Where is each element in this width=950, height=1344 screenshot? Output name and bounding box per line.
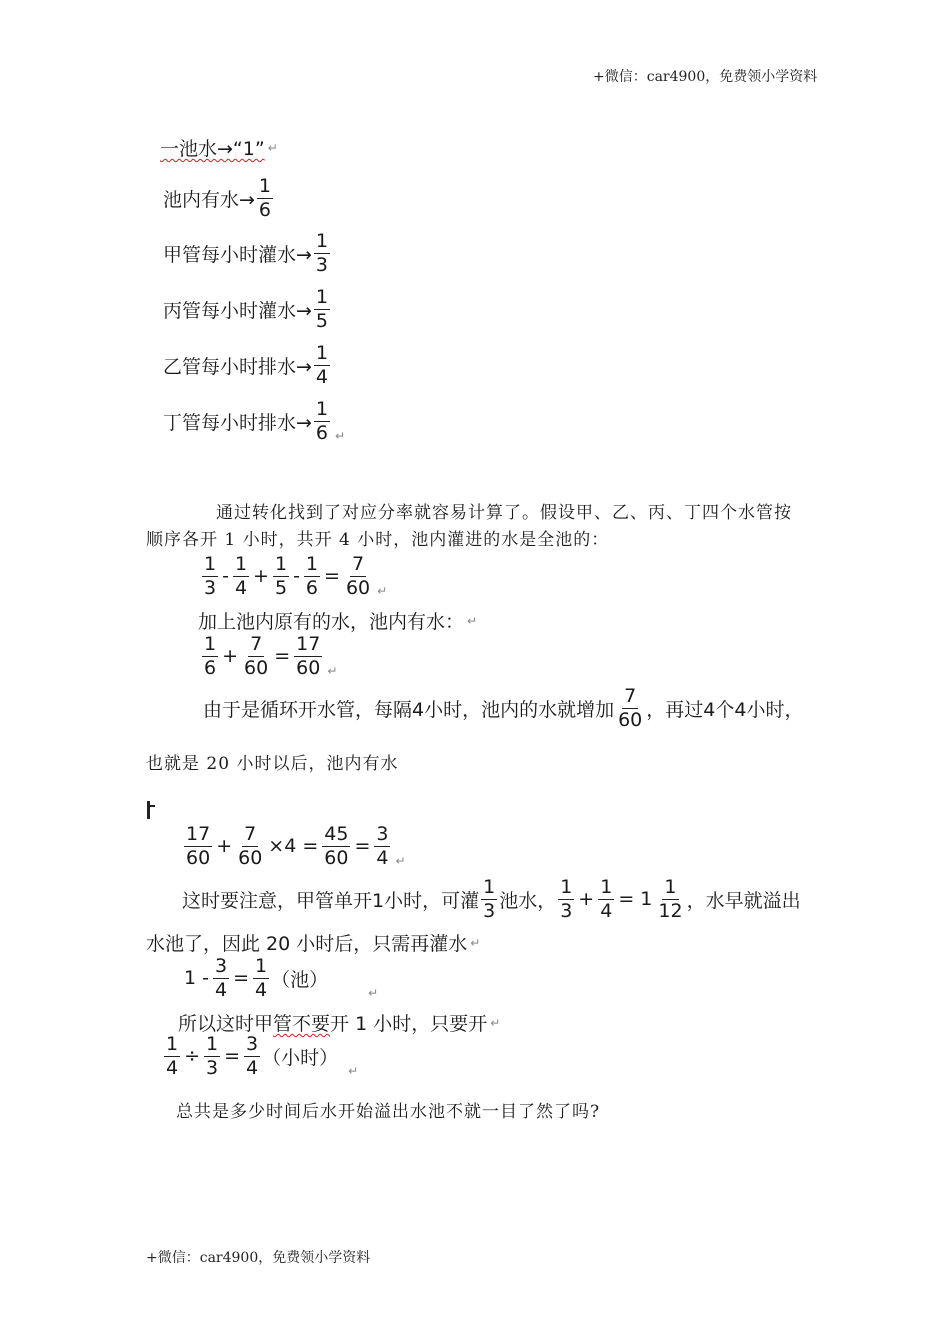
paragraph-2-line-2: 也就是 20 小时以后，池内有水 [146, 754, 399, 774]
text-add-original-water: 加上池内原有的水，池内有水： ↵ [198, 611, 478, 633]
def-line-pool-water [163, 176, 275, 220]
return-mark-icon: ↵ [377, 584, 388, 599]
fraction: $\frac{3}{4}$ [246, 1033, 259, 1079]
fraction: $\frac{1}{3}$ [560, 876, 573, 922]
def-label: 一池水→“1” [160, 138, 265, 160]
text-cursor-icon [147, 801, 150, 819]
return-mark-icon: ↵ [467, 613, 478, 628]
def-line-whole-pool [160, 134, 278, 161]
fraction: $\frac{1}{6}$ [204, 633, 217, 679]
fraction: $\frac{1}{4}$ [255, 955, 268, 1001]
return-mark-icon: ↵ [490, 1015, 501, 1030]
return-mark-icon: ↵ [327, 664, 338, 679]
return-mark-icon: ↵ [368, 986, 379, 1001]
page-header: +微信：car4900，免费领小学资料 [593, 69, 818, 85]
fraction: $\frac{1}{3}$ [206, 1033, 219, 1079]
def-label: 甲管每小时灌水→ [163, 243, 312, 266]
closing-question: 总共是多少时间后水开始溢出水池不就一目了然了吗? [176, 1102, 601, 1122]
return-mark-icon: ↵ [395, 854, 406, 869]
fraction: $\frac{7}{60}$ [345, 553, 371, 599]
fraction: $\frac{1}{3}$ [204, 553, 217, 599]
paragraph-3-line-2: 水池了，因此 20 小时后，只需再灌水 ↵ [146, 933, 481, 955]
fraction: $\frac{1}{5}$ [274, 553, 288, 599]
def-label: 丙管每小时灌水→ [163, 299, 312, 322]
return-mark-icon: ↵ [348, 1064, 359, 1079]
fraction: $\frac{1}{3}$ [315, 230, 329, 276]
fraction: $\frac{1}{6}$ [305, 553, 319, 599]
fraction: $\frac{45}{60}$ [324, 823, 349, 869]
def-label: 池内有水→ [163, 188, 255, 211]
def-line-pipe-jia [163, 231, 332, 275]
fraction: $\frac{1}{4}$ [166, 1033, 179, 1079]
equation-2: $\frac{1}{6}$ + $\frac{7}{60}$ = $\frac{17}{60}$ ↵ [204, 633, 338, 679]
equation-3: $\frac{17}{60}$ + $\frac{7}{60}$ ×4 = $\frac{45}{60}$ = $\frac{3}{4}$ ↵ [186, 823, 406, 869]
def-line-pipe-yi [163, 343, 332, 387]
fraction: $\frac{3}{4}$ [376, 823, 389, 869]
fraction: $\frac{1}{3}$ [483, 876, 496, 922]
fraction: $\frac{1}{6}$ [315, 398, 329, 444]
fraction: $\frac{7}{60}$ [618, 685, 643, 731]
fraction: $\frac{7}{60}$ [244, 633, 269, 679]
return-mark-icon: ↵ [267, 140, 278, 155]
paragraph-1-line-2: 顺序各开 1 小时，共开 4 小时，池内灌进的水是全池的： [146, 530, 610, 550]
fraction: $\frac{7}{60}$ [238, 823, 263, 869]
equation-1: $\frac{1}{3}$ - $\frac{1}{4}$ + $\frac{1}{5}$ - $\frac{1}{6}$ = $\frac{7}{60}$ ↵ [204, 553, 388, 599]
fraction: $\frac{1}{4}$ [315, 342, 329, 388]
paragraph-3-line-1: 这时要注意，甲管单开1小时，可灌 $\frac{1}{3}$ 池水， $\frac{1}{3}$ + $\frac{1}{4}$ = 1 $\frac{1}{12}$ ，水早就溢出 [182, 876, 801, 922]
fraction: $\frac{3}{4}$ [214, 955, 228, 1001]
fraction: $\frac{1}{12}$ [658, 876, 683, 922]
return-mark-icon: ↵ [335, 429, 346, 444]
fraction: $\frac{1}{4}$ [234, 553, 248, 599]
def-label: 丁管每小时排水→ [163, 411, 312, 434]
fraction: $\frac{1}{6}$ [258, 175, 272, 221]
fraction: $\frac{17}{60}$ [296, 633, 321, 679]
paragraph-1-line-1: 通过转化找到了对应分率就容易计算了。假设甲、乙、丙、丁四个水管按 [216, 503, 792, 523]
fraction: $\frac{17}{60}$ [186, 823, 211, 869]
text-so-pipe-jia: 所以这时甲 管不要 开 1 小时，只要开 ↵ [178, 1013, 501, 1035]
fraction: $\frac{1}{4}$ [600, 876, 613, 922]
paragraph-2-line-1: 由于是循环开水管，每隔4小时，池内的水就增加 $\frac{7}{60}$ ，再过4个4小时， [203, 685, 804, 731]
def-line-pipe-bing [163, 287, 332, 331]
fraction: $\frac{1}{5}$ [315, 286, 329, 332]
def-label: 乙管每小时排水→ [163, 355, 312, 378]
def-line-pipe-ding [163, 399, 345, 443]
page-footer: +微信：car4900，免费领小学资料 [146, 1250, 371, 1266]
return-mark-icon: ↵ [470, 935, 481, 950]
equation-5: $\frac{1}{4}$ ÷ $\frac{1}{3}$ = $\frac{3}{4}$ （小时） ↵ [166, 1033, 359, 1079]
equation-4: 1 - $\frac{3}{4}$ = $\frac{1}{4}$ （池） ↵ [184, 955, 379, 1001]
